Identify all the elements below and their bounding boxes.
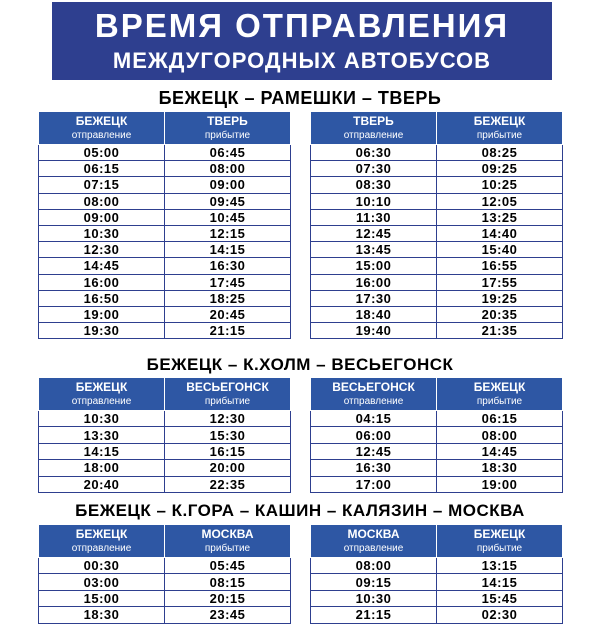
table-row	[39, 177, 291, 193]
table-row	[311, 177, 563, 193]
table-row	[39, 574, 291, 590]
arrival-time: 20:00	[165, 460, 291, 476]
departure-time: 16:50	[39, 290, 165, 306]
table-row	[39, 411, 291, 427]
departure-time: 09:15	[311, 574, 437, 590]
column-header	[437, 378, 563, 411]
departure-time: 13:45	[311, 242, 437, 258]
arrival-time: 20:45	[165, 306, 291, 322]
table-row	[311, 590, 563, 606]
arrival-time: 16:30	[165, 258, 291, 274]
arrival-time: 21:35	[437, 323, 563, 339]
table-row	[311, 323, 563, 339]
table-row	[311, 306, 563, 322]
arrival-time: 08:25	[437, 145, 563, 161]
arrival-time: 15:45	[437, 590, 563, 606]
table-row	[39, 443, 291, 459]
departure-time: 13:30	[39, 427, 165, 443]
table-row	[39, 258, 291, 274]
table-row	[39, 225, 291, 241]
table-row	[39, 290, 291, 306]
column-header-type: отправление	[71, 396, 132, 407]
departure-time: 16:30	[311, 460, 437, 476]
departure-time: 00:30	[39, 558, 165, 574]
departure-time: 19:00	[39, 306, 165, 322]
route-title: БЕЖЕЦК – К.ХОЛМ – ВЕСЬЕГОНСК	[146, 355, 454, 374]
departure-time: 04:15	[311, 411, 437, 427]
header-title: ВРЕМЯ ОТПРАВЛЕНИЯ	[94, 7, 510, 44]
departure-time: 18:30	[39, 607, 165, 623]
arrival-time: 13:25	[437, 209, 563, 225]
column-header-type: прибытие	[476, 396, 523, 407]
column-header-type: прибытие	[476, 543, 523, 554]
column-header	[165, 378, 291, 411]
table-row	[39, 476, 291, 492]
column-header-station: ТВЕРЬ	[353, 114, 394, 128]
arrival-time: 05:45	[165, 558, 291, 574]
column-header-type: прибытие	[204, 396, 251, 407]
arrival-time: 19:00	[437, 476, 563, 492]
route-title: БЕЖЕЦК – К.ГОРА – КАШИН – КАЛЯЗИН – МОСКВА	[75, 501, 525, 520]
departure-time: 10:30	[311, 590, 437, 606]
arrival-time: 09:45	[165, 193, 291, 209]
arrival-time: 08:00	[165, 161, 291, 177]
table-row	[39, 607, 291, 623]
arrival-time: 14:15	[165, 242, 291, 258]
arrival-time: 14:40	[437, 225, 563, 241]
table-row	[311, 258, 563, 274]
arrival-time: 19:25	[437, 290, 563, 306]
column-header-station: БЕЖЕЦК	[75, 527, 128, 541]
departure-time: 17:30	[311, 290, 437, 306]
column-header	[39, 525, 165, 558]
table-row	[39, 590, 291, 606]
arrival-time: 10:45	[165, 209, 291, 225]
arrival-time: 12:05	[437, 193, 563, 209]
column-header-type: отправление	[71, 543, 132, 554]
arrival-time: 09:00	[165, 177, 291, 193]
departure-time: 05:00	[39, 145, 165, 161]
departure-time: 08:00	[311, 558, 437, 574]
table-row	[39, 193, 291, 209]
column-header-station: БЕЖЕЦК	[473, 380, 526, 394]
table-row	[311, 411, 563, 427]
table-row	[39, 161, 291, 177]
table-row	[311, 558, 563, 574]
column-header	[39, 112, 165, 145]
departure-time: 07:30	[311, 161, 437, 177]
arrival-time: 12:15	[165, 225, 291, 241]
arrival-time: 06:45	[165, 145, 291, 161]
table-row	[39, 460, 291, 476]
departure-time: 16:00	[311, 274, 437, 290]
arrival-time: 14:15	[437, 574, 563, 590]
table-row	[311, 145, 563, 161]
column-header-station: МОСКВА	[347, 527, 400, 541]
departure-time: 12:30	[39, 242, 165, 258]
table-row	[39, 558, 291, 574]
column-header	[437, 525, 563, 558]
arrival-time: 20:15	[165, 590, 291, 606]
column-header	[311, 525, 437, 558]
table-row	[311, 607, 563, 623]
departure-time: 07:15	[39, 177, 165, 193]
departure-time: 21:15	[311, 607, 437, 623]
column-header-type: отправление	[343, 543, 404, 554]
column-header-station: БЕЖЕЦК	[473, 114, 526, 128]
column-header-type: прибытие	[204, 543, 251, 554]
column-header	[311, 112, 437, 145]
column-header-station: БЕЖЕЦК	[75, 114, 128, 128]
route-title: БЕЖЕЦК – РАМЕШКИ – ТВЕРЬ	[158, 88, 442, 108]
timetable-left	[38, 524, 291, 624]
arrival-time: 06:15	[437, 411, 563, 427]
departure-time: 08:30	[311, 177, 437, 193]
column-header-station: БЕЖЕЦК	[473, 527, 526, 541]
table-row	[39, 145, 291, 161]
column-header-station: ТВЕРЬ	[207, 114, 248, 128]
table-row	[311, 290, 563, 306]
arrival-time: 13:15	[437, 558, 563, 574]
arrival-time: 17:55	[437, 274, 563, 290]
departure-time: 19:40	[311, 323, 437, 339]
arrival-time: 02:30	[437, 607, 563, 623]
departure-time: 06:15	[39, 161, 165, 177]
timetable-left	[38, 111, 291, 339]
timetable-right	[310, 524, 563, 624]
departure-time: 14:15	[39, 443, 165, 459]
arrival-time: 22:35	[165, 476, 291, 492]
arrival-time: 08:15	[165, 574, 291, 590]
departure-time: 08:00	[39, 193, 165, 209]
departure-time: 18:00	[39, 460, 165, 476]
departure-time: 06:00	[311, 427, 437, 443]
departure-time: 15:00	[39, 590, 165, 606]
column-header-station: БЕЖЕЦК	[75, 380, 128, 394]
departure-time: 12:45	[311, 443, 437, 459]
table-row	[39, 209, 291, 225]
table-row	[311, 225, 563, 241]
table-row	[39, 427, 291, 443]
departure-time: 11:30	[311, 209, 437, 225]
table-row	[311, 242, 563, 258]
departure-time: 20:40	[39, 476, 165, 492]
timetable-right	[310, 377, 563, 493]
departure-time: 09:00	[39, 209, 165, 225]
page-header	[52, 2, 552, 80]
departure-time: 19:30	[39, 323, 165, 339]
table-row	[39, 306, 291, 322]
arrival-time: 15:30	[165, 427, 291, 443]
column-header-type: отправление	[71, 130, 132, 141]
timetable-right	[310, 111, 563, 339]
departure-time: 10:10	[311, 193, 437, 209]
column-header	[165, 112, 291, 145]
arrival-time: 20:35	[437, 306, 563, 322]
header-subtitle: МЕЖДУГОРОДНЫХ АВТОБУСОВ	[112, 48, 492, 73]
column-header-type: прибытие	[476, 130, 523, 141]
column-header-station: МОСКВА	[201, 527, 254, 541]
table-row	[39, 242, 291, 258]
table-row	[39, 274, 291, 290]
column-header	[311, 378, 437, 411]
departure-time: 18:40	[311, 306, 437, 322]
arrival-time: 09:25	[437, 161, 563, 177]
departure-time: 17:00	[311, 476, 437, 492]
column-header-type: отправление	[343, 396, 404, 407]
arrival-time: 21:15	[165, 323, 291, 339]
arrival-time: 14:45	[437, 443, 563, 459]
arrival-time: 23:45	[165, 607, 291, 623]
column-header	[437, 112, 563, 145]
table-row	[311, 443, 563, 459]
column-header	[39, 378, 165, 411]
departure-time: 15:00	[311, 258, 437, 274]
departure-time: 06:30	[311, 145, 437, 161]
arrival-time: 17:45	[165, 274, 291, 290]
arrival-time: 10:25	[437, 177, 563, 193]
arrival-time: 08:00	[437, 427, 563, 443]
column-header	[165, 525, 291, 558]
departure-time: 16:00	[39, 274, 165, 290]
table-row	[311, 574, 563, 590]
arrival-time: 15:40	[437, 242, 563, 258]
departure-time: 12:45	[311, 225, 437, 241]
table-row	[39, 323, 291, 339]
departure-time: 10:30	[39, 411, 165, 427]
table-row	[311, 460, 563, 476]
arrival-time: 16:15	[165, 443, 291, 459]
table-row	[311, 209, 563, 225]
column-header-type: прибытие	[204, 130, 251, 141]
table-row	[311, 274, 563, 290]
table-row	[311, 476, 563, 492]
column-header-station: ВЕСЬЕГОНСК	[332, 380, 415, 394]
arrival-time: 16:55	[437, 258, 563, 274]
table-row	[311, 427, 563, 443]
arrival-time: 18:30	[437, 460, 563, 476]
arrival-time: 12:30	[165, 411, 291, 427]
departure-time: 14:45	[39, 258, 165, 274]
column-header-type: отправление	[343, 130, 404, 141]
departure-time: 10:30	[39, 225, 165, 241]
arrival-time: 18:25	[165, 290, 291, 306]
timetable-left	[38, 377, 291, 493]
column-header-station: ВЕСЬЕГОНСК	[186, 380, 269, 394]
table-row	[311, 161, 563, 177]
table-row	[311, 193, 563, 209]
departure-time: 03:00	[39, 574, 165, 590]
